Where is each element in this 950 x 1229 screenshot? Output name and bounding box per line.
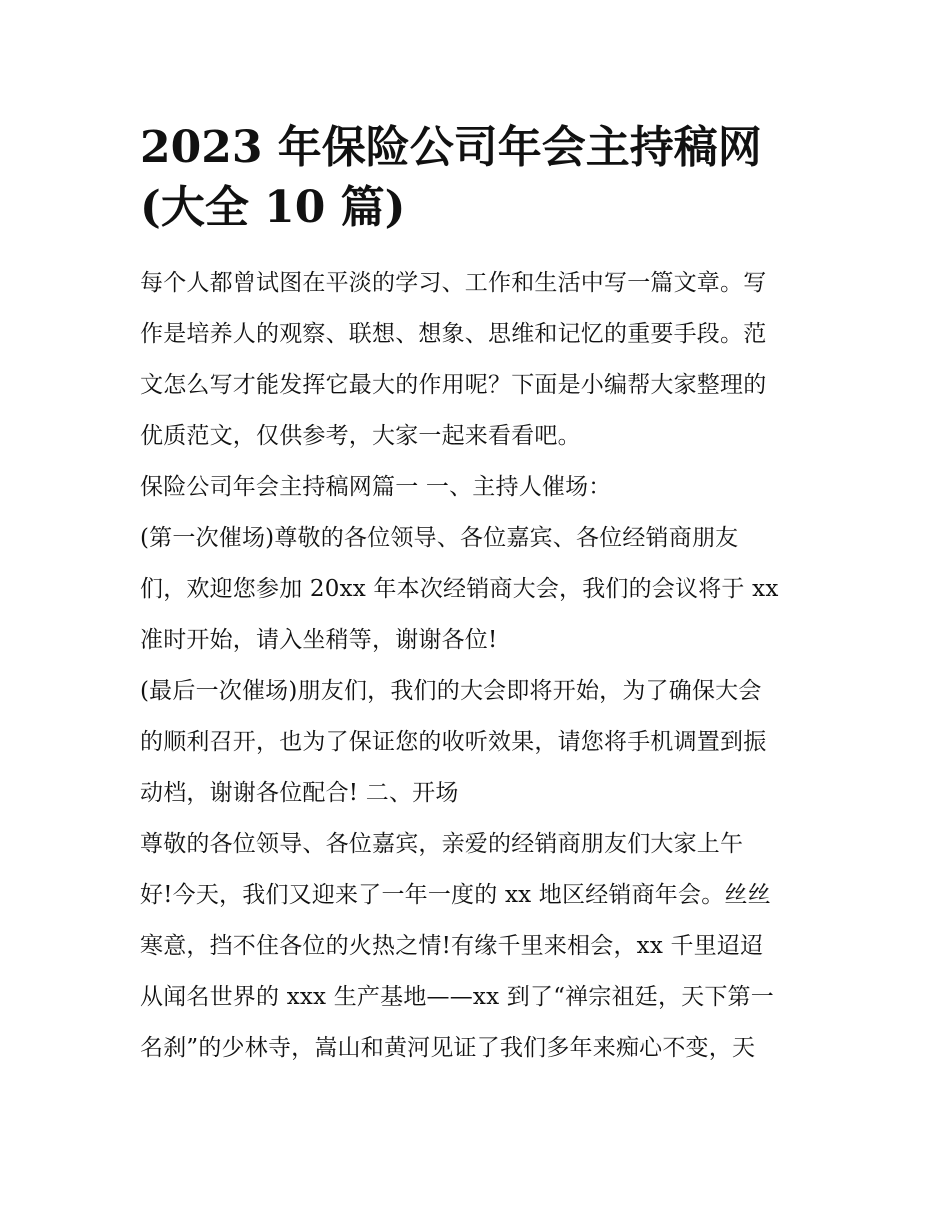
text-line: 准时开始，请入坐稍等，谢谢各位!: [140, 627, 498, 653]
title-line: 2023 年保险公司年会主持稿网: [140, 122, 762, 173]
text-line: 动档，谢谢各位配合! 二、开场: [140, 780, 459, 806]
text-line: 优质范文，仅供参考，大家一起来看看吧。: [140, 423, 581, 449]
text-line: 好!今天，我们又迎来了一年一度的 xx 地区经销商年会。丝丝: [140, 882, 771, 908]
text-line: 文怎么写才能发挥它最大的作用呢？下面是小编帮大家整理的: [140, 372, 767, 398]
section-heading-line: 保险公司年会主持稿网篇一 一、主持人催场：: [140, 474, 612, 500]
text-line: 作是培养人的观察、联想、想象、思维和记忆的重要手段。范: [140, 321, 767, 347]
text-line: 们，欢迎您参加 20xx 年本次经销商大会，我们的会议将于 xx: [140, 576, 779, 602]
text-line: 寒意，挡不住各位的火热之情!有缘千里来相会，xx 千里迢迢: [140, 933, 764, 959]
text-line: 的顺利召开，也为了保证您的收听效果，请您将手机调置到振: [140, 729, 767, 755]
document-body: [140, 258, 820, 1074]
title-line: (大全 10 篇): [140, 182, 406, 233]
text-line: (第一次催场)尊敬的各位领导、各位嘉宾、各位经销商朋友: [140, 525, 739, 551]
text-line: (最后一次催场)朋友们，我们的大会即将开始，为了确保大会: [140, 678, 762, 704]
text-line: 名刹”的少林寺，嵩山和黄河见证了我们多年来痴心不变，天: [140, 1035, 756, 1061]
text-line: 尊敬的各位领导、各位嘉宾，亲爱的经销商朋友们大家上午: [140, 831, 744, 857]
document-page: [140, 118, 820, 1074]
document-title: [140, 118, 820, 238]
text-line: 从闻名世界的 xxx 生产基地——xx 到了“禅宗祖廷，天下第一: [140, 984, 774, 1010]
text-line: 每个人都曾试图在平淡的学习、工作和生活中写一篇文章。写: [140, 270, 767, 296]
